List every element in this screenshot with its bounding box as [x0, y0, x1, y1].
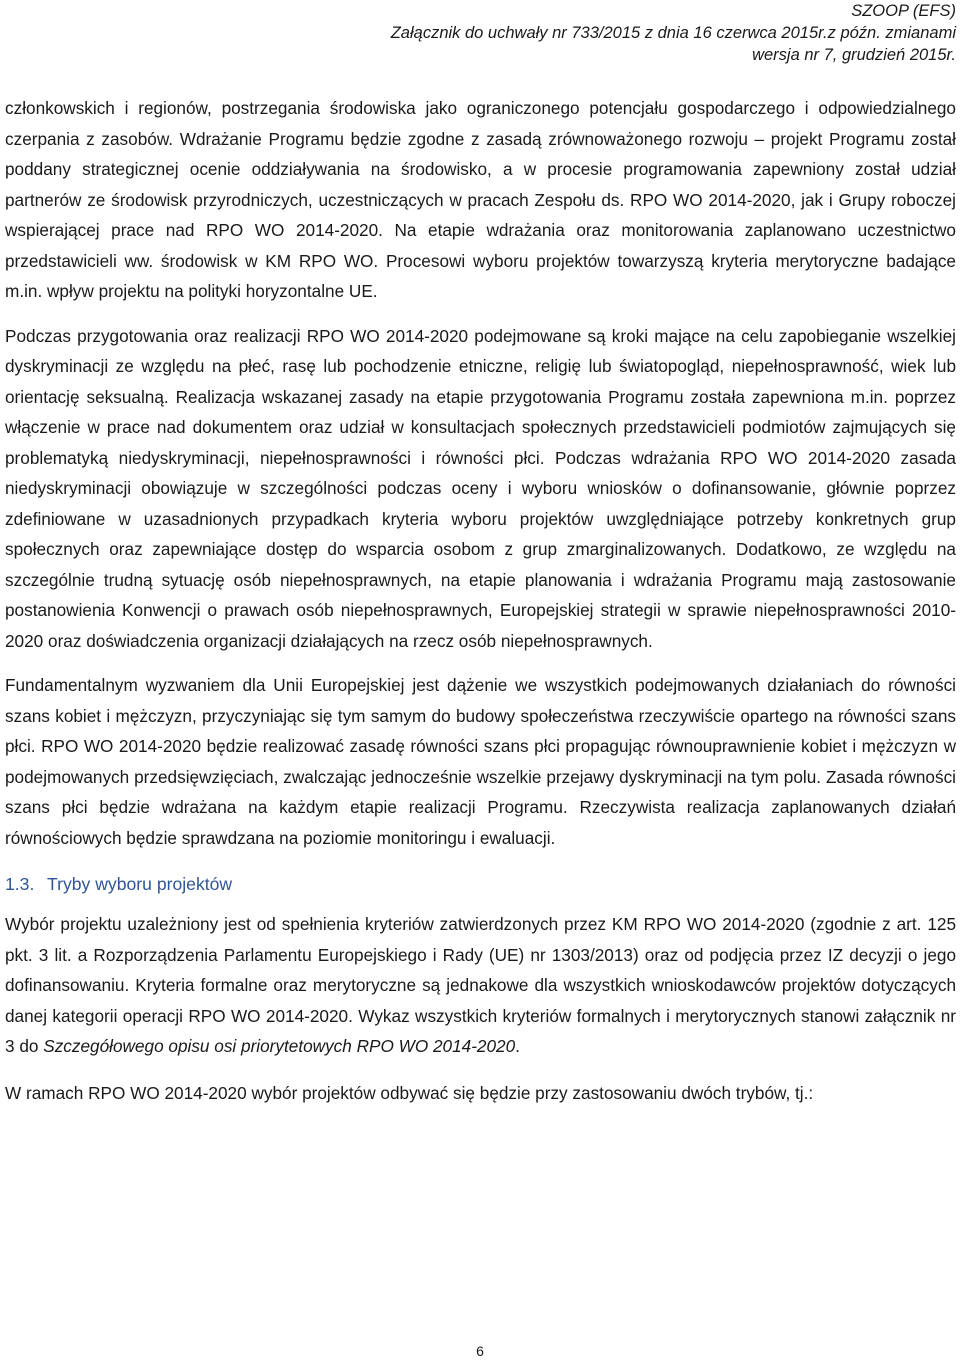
section-title: Tryby wyboru projektów	[47, 874, 233, 894]
paragraph-project-selection-italic: Szczegółowego opisu osi priorytetowych RPO WO 2014-2020	[43, 1036, 516, 1056]
paragraph-gender-equality: Fundamentalnym wyzwaniem dla Unii Europejskiej jest dążenie we wszystkich podejmowanych działaniach do równości szans kobiet i mężczyzn, przyczyniając się tym samym do budowy społeczeństwa rzeczywiście opartego na równości szans płci. RPO WO 2014-2020 będzie realizować zasadę równości szans płci propagując równouprawnienie kobiet i mężczyzn w podejmowanych przedsięwzięciach, zwalczając jednocześnie wszelkie przejawy dyskryminacji na tym polu. Zasada równości szans płci będzie wdrażana na każdym etapie realizacji Programu. Rzeczywista realizacja zaplanowanych działań równościowych będzie sprawdzana na poziomie monitoringu i ewaluacji.	[5, 675, 956, 848]
paragraph-project-selection-text: Wybór projektu uzależniony jest od spełnienia kryteriów zatwierdzonych przez KM RPO WO 2014-2020 (zgodnie z art. 125 pkt. 3 lit. a Rozporządzenia Parlamentu Europejskiego i Rady (UE) nr 1303/2013) oraz od podjęcia przez IZ decyzji o jego dofinansowaniu. Kryteria formalne oraz merytoryczne są jednakowe dla wszystkich wnioskodawców projektów dotyczących danej kategorii operacji RPO WO 2014-2020. Wykaz wszystkich kryteriów formalnych i merytorycznych stanowi załącznik nr 3 do	[5, 914, 956, 1056]
paragraph-project-selection-end: .	[515, 1036, 520, 1056]
page-number: 6	[476, 1343, 484, 1359]
paragraph-selection-modes: W ramach RPO WO 2014-2020 wybór projektów odbywać się będzie przy zastosowaniu dwóch trybów, tj.:	[5, 1082, 814, 1103]
section-number: 1.3.	[5, 874, 35, 894]
paragraph-environment: członkowskich i regionów, postrzegania środowiska jako ograniczonego potencjału gospodarczego i odpowiedzialnego czerpania z zasobów. Wdrażanie Programu będzie zgodne z zasadą zrównoważonego rozwoju – projekt Programu został poddany strategicznej ocenie oddziaływania na środowisko, a w procesie programowania zapewniony został udział partnerów ze środowisk przyrodniczych, uczestniczących w pracach Zespołu ds. RPO WO 2014-2020, jak i Grupy roboczej wspierającej prace nad RPO WO 2014-2020. Na etapie wdrażania oraz monitorowania zaplanowano uczestnictwo przedstawicieli ww. środowisk w KM RPO WO. Procesowi wyboru projektów towarzyszą kryteria merytoryczne badające m.in. wpływ projektu na polityki horyzontalne UE.	[5, 98, 956, 301]
header-line-3: wersja nr 7, grudzień 2015r.	[752, 46, 956, 64]
paragraph-project-selection	[5, 909, 956, 1062]
header-line-1: SZOOP (EFS)	[851, 2, 956, 20]
section-heading	[5, 871, 956, 897]
paragraph-non-discrimination: Podczas przygotowania oraz realizacji RPO WO 2014-2020 podejmowane są kroki mające na celu zapobieganie wszelkiej dyskryminacji ze względu na płeć, rasę lub pochodzenie etniczne, religię lub światopogląd, niepełnosprawność, wiek lub orientację seksualną. Realizacja wskazanej zasady na etapie przygotowania Programu została zapewniona m.in. poprzez włączenie w prace nad dokumentem oraz udział w konsultacjach społecznych przedstawicieli podmiotów zajmujących się problematyką niedyskryminacji, niepełnosprawności i równości płci. Podczas wdrażania RPO WO 2014-2020 zasada niedyskryminacji obowiązuje w szczególności podczas oceny i wyboru wniosków o dofinansowanie, głównie poprzez zdefiniowane w uzasadnionych przypadkach kryteria wyboru projektów uwzględniające potrzeby konkretnych grup społecznych oraz zapewniające dostęp do wsparcia osobom z grup zmarginalizowanych. Dodatkowo, ze względu na szczególnie trudną sytuację osób niepełnosprawnych, na etapie planowania i wdrażania Programu mają zastosowanie postanowienia Konwencji o prawach osób niepełnosprawnych, Europejskiej strategii w sprawie niepełnosprawności 2010-2020 oraz doświadczenia organizacji działających na rzecz osób niepełnosprawnych.	[5, 325, 956, 651]
document-body	[5, 93, 956, 1108]
header-line-2: Załącznik do uchwały nr 733/2015 z dnia 16 czerwca 2015r.z późn. zmianami	[390, 24, 956, 42]
page-header	[256, 0, 956, 66]
